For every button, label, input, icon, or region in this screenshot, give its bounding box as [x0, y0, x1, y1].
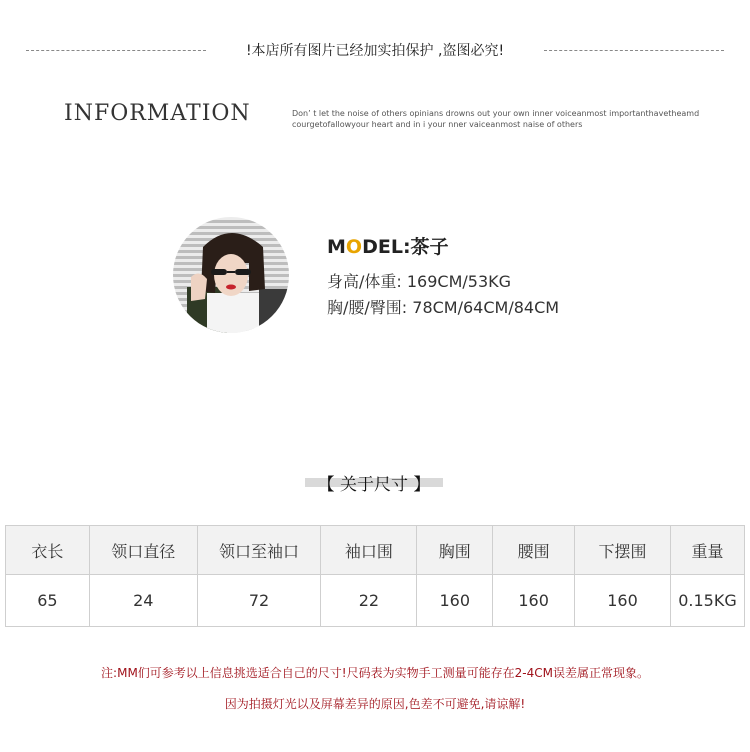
copyright-notice: [0, 38, 750, 62]
size-table-value-row: [6, 575, 745, 627]
copyright-notice-text: !本店所有图片已经加实拍保护 ,盗图必究!: [245, 43, 505, 59]
header-hem: 下摆围: [575, 526, 671, 575]
value-collar-diameter: 24: [89, 575, 197, 627]
value-bust: 160: [417, 575, 493, 627]
measurement-note: 注:MM们可参考以上信息挑选适合自己的尺寸!尺码表为实物手工测量可能存在2-4CM误差属正常现象。: [101, 666, 649, 680]
size-table: [5, 525, 745, 627]
header-bust: 胸围: [417, 526, 493, 575]
header-collar-diameter: 领口直径: [89, 526, 197, 575]
quote-line-2: courgetofallowyour heart and in i your nner vaiceanmost naise of others: [292, 120, 583, 129]
model-label-del: DEL: [362, 236, 403, 258]
model-label-m: M: [327, 236, 346, 258]
value-waist: 160: [493, 575, 575, 627]
quote-line-1: Don’ t let the noise of others opinians drowns out your own inner voiceanmost importanthavetheamd: [292, 109, 700, 118]
value-weight: 0.15KG: [670, 575, 744, 627]
model-measurements: 胸/腰/臀围: 78CM/64CM/84CM: [327, 298, 560, 317]
header-waist: 腰围: [493, 526, 575, 575]
dashed-divider-left: [26, 50, 206, 51]
model-label-o: O: [345, 236, 363, 258]
size-table-header-row: [6, 526, 745, 575]
header-collar-to-cuff: 领口至袖口: [197, 526, 321, 575]
model-label-colon: :: [402, 236, 411, 258]
value-length: 65: [6, 575, 90, 627]
value-cuff: 22: [321, 575, 417, 627]
model-name-value: 茶子: [410, 236, 449, 258]
value-hem: 160: [575, 575, 671, 627]
size-heading-text: 【 关于尺寸 】: [317, 475, 431, 495]
model-height-weight: 身高/体重: 169CM/53KG: [327, 272, 512, 291]
header-cuff: 袖口围: [321, 526, 417, 575]
model-name: [327, 232, 449, 259]
information-quote: [292, 108, 712, 130]
size-section-heading: [305, 470, 443, 494]
dashed-divider-right: [544, 50, 724, 51]
value-collar-to-cuff: 72: [197, 575, 321, 627]
information-title: INFORMATION: [64, 101, 251, 126]
color-difference-note: 因为拍摄灯光以及屏幕差异的原因,色差不可避免,请谅解!: [224, 697, 526, 711]
header-weight: 重量: [670, 526, 744, 575]
header-length: 衣长: [6, 526, 90, 575]
model-photo: [173, 217, 289, 333]
